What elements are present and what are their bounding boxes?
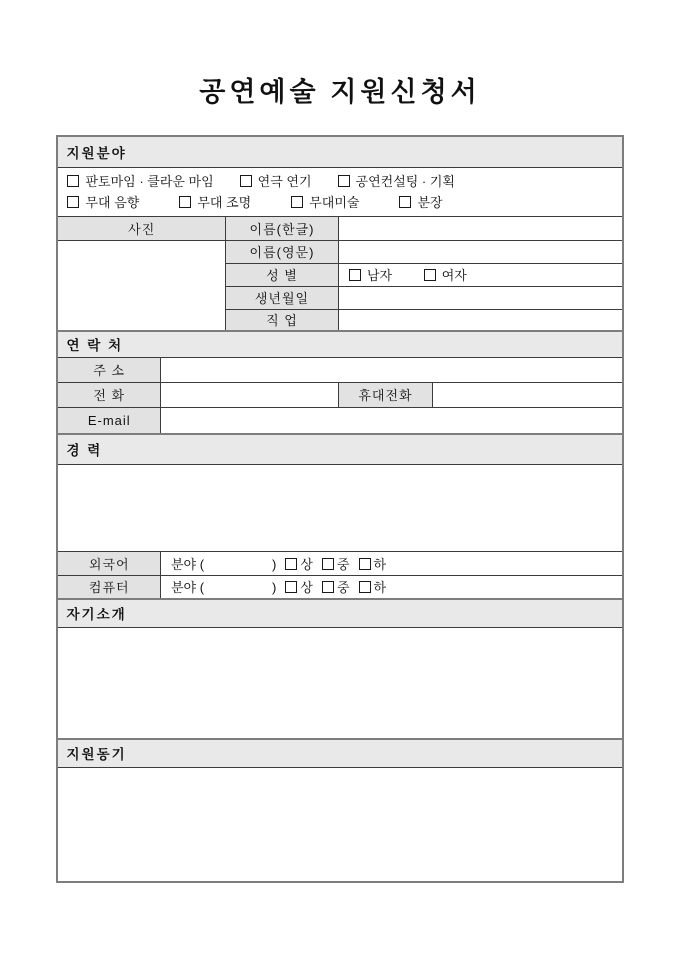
option-computer-mid[interactable]: [322, 580, 350, 595]
skill-row-computer: [57, 575, 622, 599]
application-form-table: [56, 135, 623, 883]
section-header-row-career: [57, 434, 622, 464]
option-label: 판토마임 · 클라운 마임: [85, 173, 214, 189]
contact-row-address: [57, 357, 622, 382]
checkbox-theater-acting-icon[interactable]: [240, 175, 252, 187]
option-language-high[interactable]: [285, 557, 313, 572]
computer-field-cell: [160, 575, 622, 599]
field-options-line1: [67, 172, 621, 192]
name-kor-input[interactable]: [338, 216, 622, 240]
contact-row-email: [57, 407, 622, 434]
photo-label: 사진: [57, 216, 225, 240]
checkbox-stage-sound-icon[interactable]: [67, 196, 79, 208]
field-options-row: [57, 167, 622, 216]
option-stage-sound[interactable]: [67, 193, 139, 213]
section-header-intro: 자기소개: [57, 599, 622, 627]
section-header-row-intro: [57, 599, 622, 627]
checkbox-consulting-icon[interactable]: [338, 175, 350, 187]
option-theater-acting[interactable]: [240, 172, 312, 192]
option-label: 분장: [417, 194, 443, 210]
motivation-text-area[interactable]: [57, 767, 622, 882]
gender-options-cell: [338, 263, 622, 286]
career-text-area[interactable]: [57, 464, 622, 551]
section-header-row-field: [57, 136, 622, 167]
option-label: 무대미술: [309, 194, 360, 210]
option-label: 하: [373, 556, 387, 572]
option-language-low[interactable]: [359, 557, 387, 572]
contact-row-phone: [57, 382, 622, 407]
field-suffix: ): [272, 556, 277, 572]
checkbox-computer-low-icon[interactable]: [359, 581, 371, 593]
option-stage-lighting[interactable]: [179, 193, 251, 213]
intro-content-row: [57, 627, 622, 739]
option-stage-art[interactable]: [291, 193, 359, 213]
field-options-cell: [57, 167, 622, 216]
name-kor-label: 이름(한글): [225, 216, 338, 240]
photo-upload-area[interactable]: [57, 240, 225, 331]
section-header-contact: 연 락 처: [57, 331, 622, 357]
checkbox-male-icon[interactable]: [349, 269, 361, 281]
option-gender-male[interactable]: [349, 268, 392, 283]
checkbox-stage-art-icon[interactable]: [291, 196, 303, 208]
option-label: 무대 조명: [197, 194, 252, 210]
computer-label: 컴퓨터: [57, 575, 160, 599]
language-field-cell: [160, 551, 622, 575]
gender-label: 성 별: [225, 263, 338, 286]
option-label: 공연컨설팅 · 기획: [355, 173, 455, 189]
phone-input[interactable]: [160, 382, 338, 407]
checkbox-stage-lighting-icon[interactable]: [179, 196, 191, 208]
checkbox-language-mid-icon[interactable]: [322, 558, 334, 570]
checkbox-language-low-icon[interactable]: [359, 558, 371, 570]
career-content-row: [57, 464, 622, 551]
field-prefix: 분야 (: [170, 556, 205, 572]
section-header-row-motivation: [57, 739, 622, 767]
option-label: 상: [300, 580, 313, 596]
name-eng-label: 이름(영문): [225, 240, 338, 263]
option-language-mid[interactable]: [322, 557, 350, 572]
name-eng-input[interactable]: [338, 240, 622, 263]
email-input[interactable]: [160, 407, 622, 434]
option-computer-high[interactable]: [285, 580, 313, 595]
field-suffix: ): [272, 580, 277, 596]
birth-input[interactable]: [338, 286, 622, 309]
option-consulting-planning[interactable]: [338, 172, 455, 192]
option-label: 남자: [366, 268, 393, 283]
job-label: 직 업: [225, 309, 338, 331]
language-label: 외국어: [57, 551, 160, 575]
motivation-content-row: [57, 767, 622, 882]
intro-text-area[interactable]: [57, 627, 622, 739]
skill-row-language: [57, 551, 622, 575]
option-label: 무대 음향: [85, 194, 140, 210]
option-label: 연극 연기: [257, 173, 312, 189]
field-prefix: 분야 (: [170, 580, 205, 596]
checkbox-makeup-icon[interactable]: [399, 196, 411, 208]
section-header-career: 경 력: [57, 434, 622, 464]
option-label: 중: [336, 580, 350, 596]
mobile-label: 휴대전화: [338, 382, 432, 407]
option-gender-female[interactable]: [424, 268, 467, 283]
option-label: 여자: [441, 268, 467, 283]
email-label: E-mail: [57, 407, 160, 434]
section-header-row-contact: [57, 331, 622, 357]
option-label: 상: [300, 556, 313, 572]
address-label: 주 소: [57, 357, 160, 382]
checkbox-computer-mid-icon[interactable]: [322, 581, 334, 593]
address-input[interactable]: [160, 357, 622, 382]
personal-row-name-eng: [57, 240, 622, 263]
phone-label: 전 화: [57, 382, 160, 407]
option-label: 중: [336, 556, 350, 572]
option-pantomime-clown-mime[interactable]: [67, 172, 213, 192]
checkbox-language-high-icon[interactable]: [285, 558, 297, 570]
option-label: 하: [373, 580, 387, 596]
section-header-field: 지원분야: [57, 136, 622, 167]
section-header-motivation: 지원동기: [57, 739, 622, 767]
job-input[interactable]: [338, 309, 622, 331]
personal-row-name-kor: [57, 216, 622, 240]
page-title: 공연예술 지원신청서: [199, 77, 481, 107]
checkbox-computer-high-icon[interactable]: [285, 581, 297, 593]
option-makeup[interactable]: [399, 193, 442, 213]
field-options-line2: [67, 193, 621, 213]
birth-label: 생년월일: [225, 286, 338, 309]
option-computer-low[interactable]: [359, 580, 387, 595]
mobile-input[interactable]: [432, 382, 622, 407]
checkbox-female-icon[interactable]: [424, 269, 436, 281]
checkbox-pantomime-icon[interactable]: [67, 175, 79, 187]
